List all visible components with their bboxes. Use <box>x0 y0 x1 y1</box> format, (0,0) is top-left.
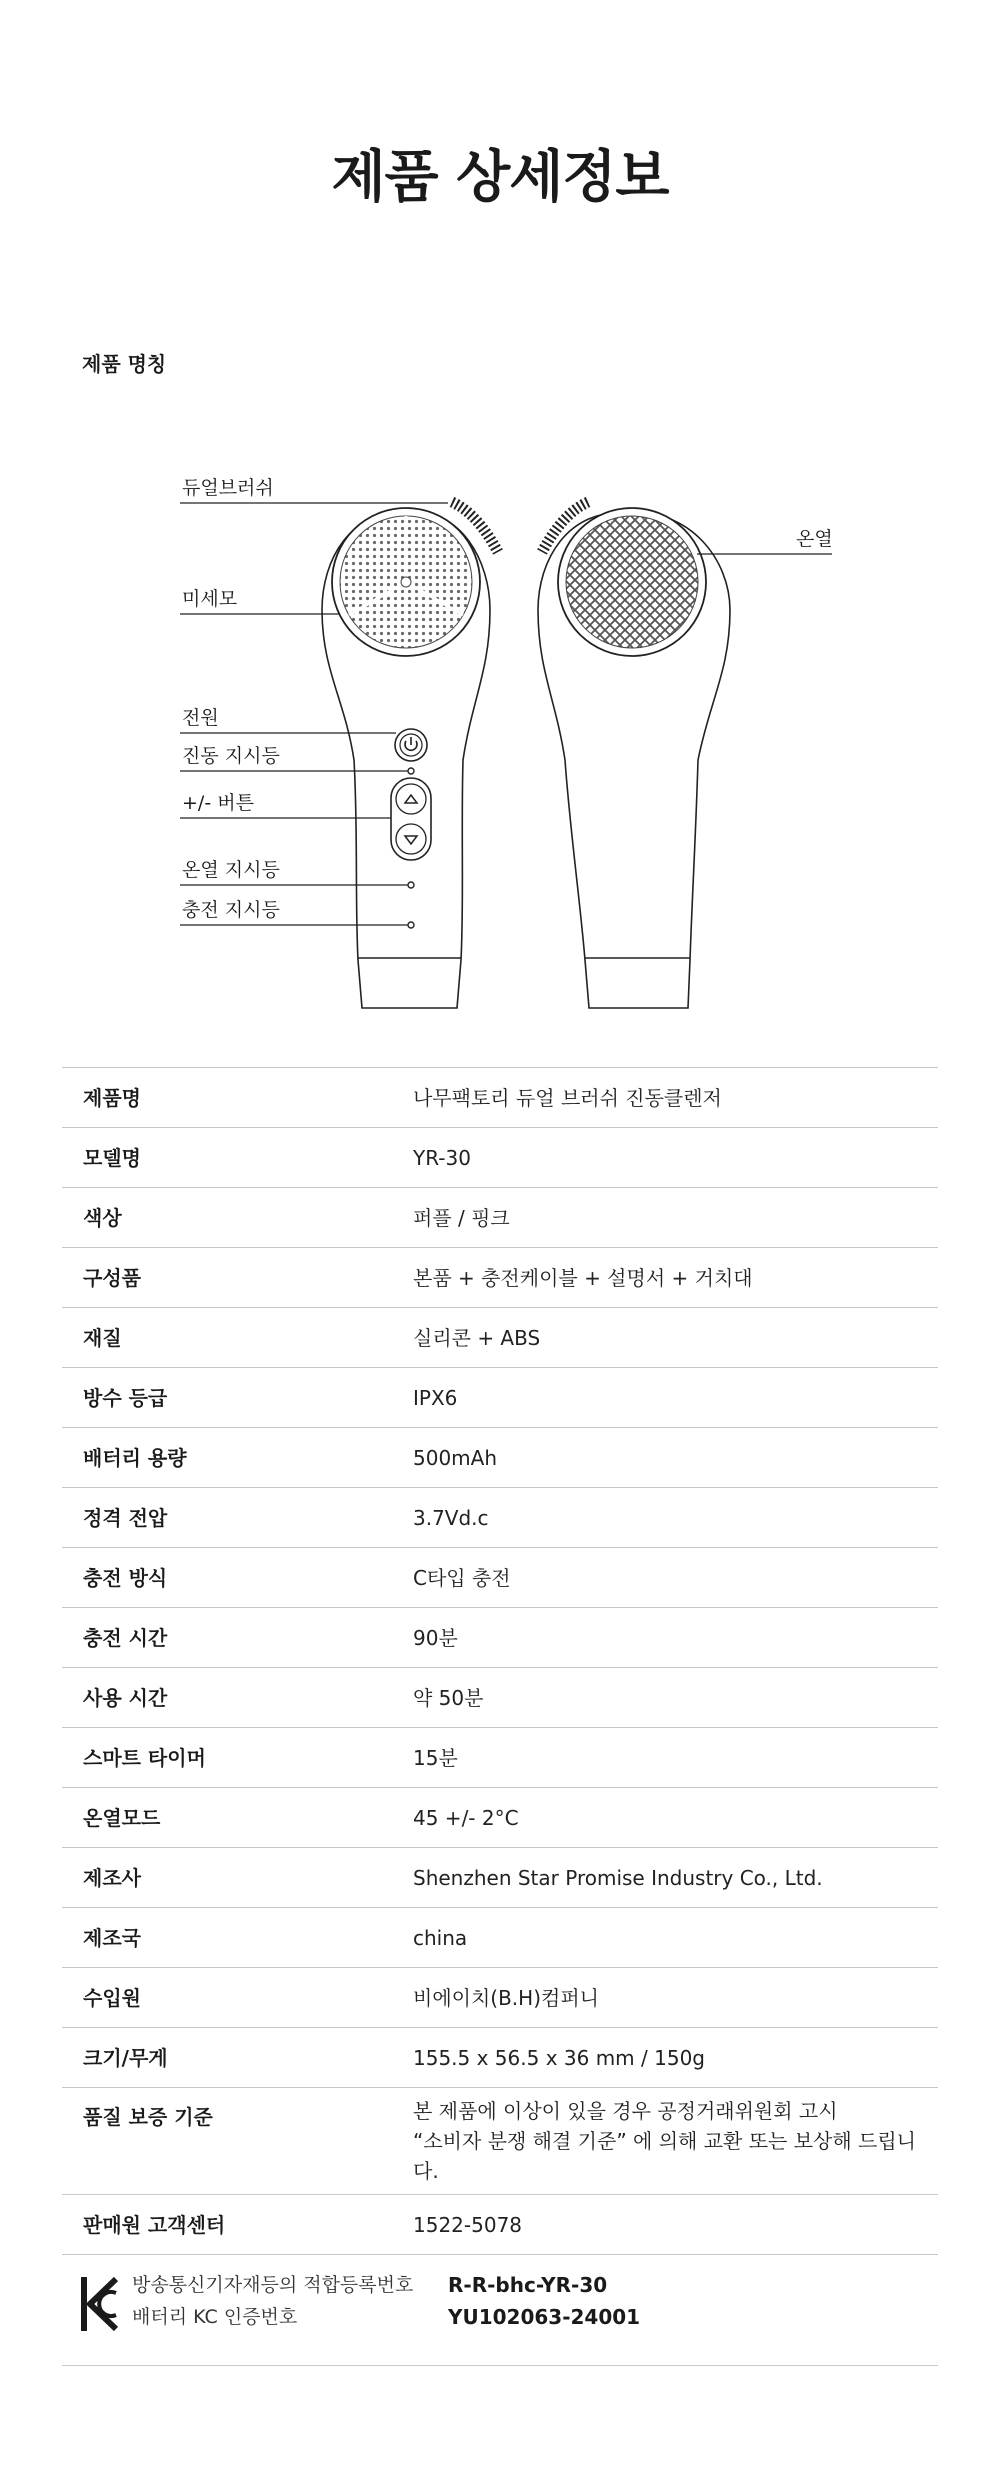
page-title: 제품 상세정보 <box>331 145 669 210</box>
label-heat: 온열 <box>796 528 833 550</box>
label-heat-indicator: 온열 지시등 <box>182 859 280 881</box>
spec-label: 사용 시간 <box>83 1685 168 1710</box>
label-fine-bristle: 미세모 <box>182 588 238 610</box>
spec-label: 모델명 <box>83 1145 141 1170</box>
spec-value: YR-30 <box>413 1145 471 1170</box>
spec-label: 방수 등급 <box>83 1385 168 1410</box>
spec-value: 90분 <box>413 1625 458 1650</box>
spec-value: china <box>413 1925 468 1950</box>
label-vibration-indicator: 진동 지시등 <box>182 745 280 767</box>
table-row <box>62 1908 938 1968</box>
battery-kc-number: YU102063-24001 <box>448 2305 641 2329</box>
label-plus-minus-button: +/- 버튼 <box>182 792 254 814</box>
spec-value: 실리콘 + ABS <box>413 1325 541 1350</box>
spec-table <box>62 1067 938 2255</box>
table-row <box>62 1488 938 1548</box>
device-back <box>538 502 730 1008</box>
spec-label: 정격 전압 <box>83 1505 168 1530</box>
spec-label: 재질 <box>83 1325 122 1350</box>
label-power: 전원 <box>182 707 219 729</box>
table-row <box>62 2088 938 2195</box>
table-row <box>62 1728 938 1788</box>
table-row <box>62 1668 938 1728</box>
spec-label: 제조사 <box>83 1865 141 1890</box>
spec-label: 수입원 <box>83 1985 141 2010</box>
device-front <box>322 502 498 1008</box>
spec-value: 나무팩토리 듀얼 브러쉬 진동클렌저 <box>413 1085 722 1110</box>
spec-label: 크기/무게 <box>83 2045 168 2070</box>
table-row <box>62 1248 938 1308</box>
table-row <box>62 1428 938 1488</box>
table-row <box>62 1188 938 1248</box>
spec-value: 500mAh <box>413 1445 498 1470</box>
spec-value: 45 +/- 2°C <box>413 1805 519 1830</box>
spec-value: Shenzhen Star Promise Industry Co., Ltd. <box>413 1865 823 1890</box>
spec-value-line: 본 제품에 이상이 있을 경우 공정거래위원회 고시 <box>413 2099 838 2123</box>
table-row <box>62 1788 938 1848</box>
kc-mark-icon <box>80 2275 120 2333</box>
spec-label: 판매원 고객센터 <box>83 2212 226 2237</box>
table-row <box>62 2028 938 2088</box>
label-dual-brush: 듀얼브러쉬 <box>182 477 274 499</box>
spec-value: C타입 충전 <box>413 1565 511 1590</box>
spec-label: 온열모드 <box>83 1805 161 1830</box>
spec-label: 색상 <box>83 1205 122 1230</box>
spec-value: 본품 + 충전케이블 + 설명서 + 거치대 <box>413 1265 753 1290</box>
spec-value: 약 50분 <box>413 1685 484 1710</box>
spec-label: 스마트 타이머 <box>83 1745 206 1770</box>
label-charge-indicator: 충전 지시등 <box>182 899 280 921</box>
spec-value-line: “소비자 분쟁 해결 기준” 에 의해 교환 또는 보상해 드립니다. <box>413 2129 916 2183</box>
section-label: 제품 명칭 <box>82 352 167 376</box>
spec-value: IPX6 <box>413 1385 458 1410</box>
table-row <box>62 1968 938 2028</box>
spec-label: 충전 방식 <box>83 1565 168 1590</box>
spec-label: 품질 보증 기준 <box>83 2105 213 2129</box>
certification-block <box>62 2245 938 2366</box>
table-row <box>62 1608 938 1668</box>
table-row <box>62 1368 938 1428</box>
spec-value: 155.5 x 56.5 x 36 mm / 150g <box>413 2045 705 2070</box>
spec-value: 퍼플 / 핑크 <box>413 1205 510 1230</box>
spec-value: 15분 <box>413 1745 458 1770</box>
certification-labels <box>132 2269 413 2333</box>
table-row <box>62 1068 938 1128</box>
certification-values <box>448 2269 640 2333</box>
table-row <box>62 1128 938 1188</box>
spec-value: 3.7Vd.c <box>413 1505 489 1530</box>
table-row <box>62 1548 938 1608</box>
product-diagram <box>0 440 1000 1020</box>
spec-label: 충전 시간 <box>83 1625 168 1650</box>
spec-value <box>413 2088 938 2195</box>
spec-label: 구성품 <box>83 1265 141 1290</box>
registration-label: 방송통신기자재등의 적합등록번호 <box>132 2274 414 2296</box>
registration-number: R-R-bhc-YR-30 <box>448 2273 608 2297</box>
spec-label: 제조국 <box>83 1925 141 1950</box>
spec-value: 비에이치(B.H)컴퍼니 <box>413 1985 599 2010</box>
spec-label: 제품명 <box>83 1085 141 1110</box>
table-row <box>62 1848 938 1908</box>
spec-label: 배터리 용량 <box>83 1445 187 1470</box>
battery-kc-label: 배터리 KC 인증번호 <box>132 2306 298 2328</box>
spec-value: 1522-5078 <box>413 2212 523 2237</box>
table-row <box>62 1308 938 1368</box>
